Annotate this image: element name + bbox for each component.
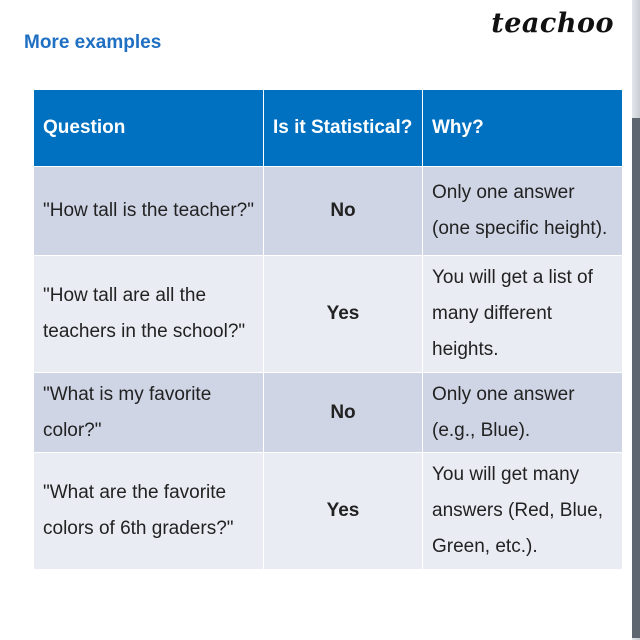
why-cell: You will get a list of many different heights. — [423, 256, 623, 373]
scrollbar-thumb[interactable] — [632, 118, 640, 638]
examples-table — [33, 89, 623, 570]
table-header-row — [34, 90, 623, 167]
question-cell: "How tall is the teacher?" — [34, 167, 264, 256]
table-row — [34, 453, 623, 570]
scrollbar[interactable] — [632, 0, 640, 640]
why-cell: Only one answer (e.g., Blue). — [423, 373, 623, 453]
table-row — [34, 256, 623, 373]
why-cell: You will get many answers (Red, Blue, Green, etc.). — [423, 453, 623, 570]
question-cell: "What are the favorite colors of 6th graders?" — [34, 453, 264, 570]
statistical-cell: No — [264, 373, 423, 453]
why-cell: Only one answer (one specific height). — [423, 167, 623, 256]
header-question: Question — [34, 90, 264, 167]
statistical-cell: Yes — [264, 453, 423, 570]
question-cell: "How tall are all the teachers in the school?" — [34, 256, 264, 373]
teachoo-logo: teachoo — [491, 8, 614, 39]
table-row — [34, 167, 623, 256]
statistical-cell: No — [264, 167, 423, 256]
page-heading: More examples — [24, 32, 162, 53]
question-cell: "What is my favorite color?" — [34, 373, 264, 453]
table-row — [34, 373, 623, 453]
header-why: Why? — [423, 90, 623, 167]
statistical-cell: Yes — [264, 256, 423, 373]
header-statistical: Is it Statistical? — [264, 90, 423, 167]
